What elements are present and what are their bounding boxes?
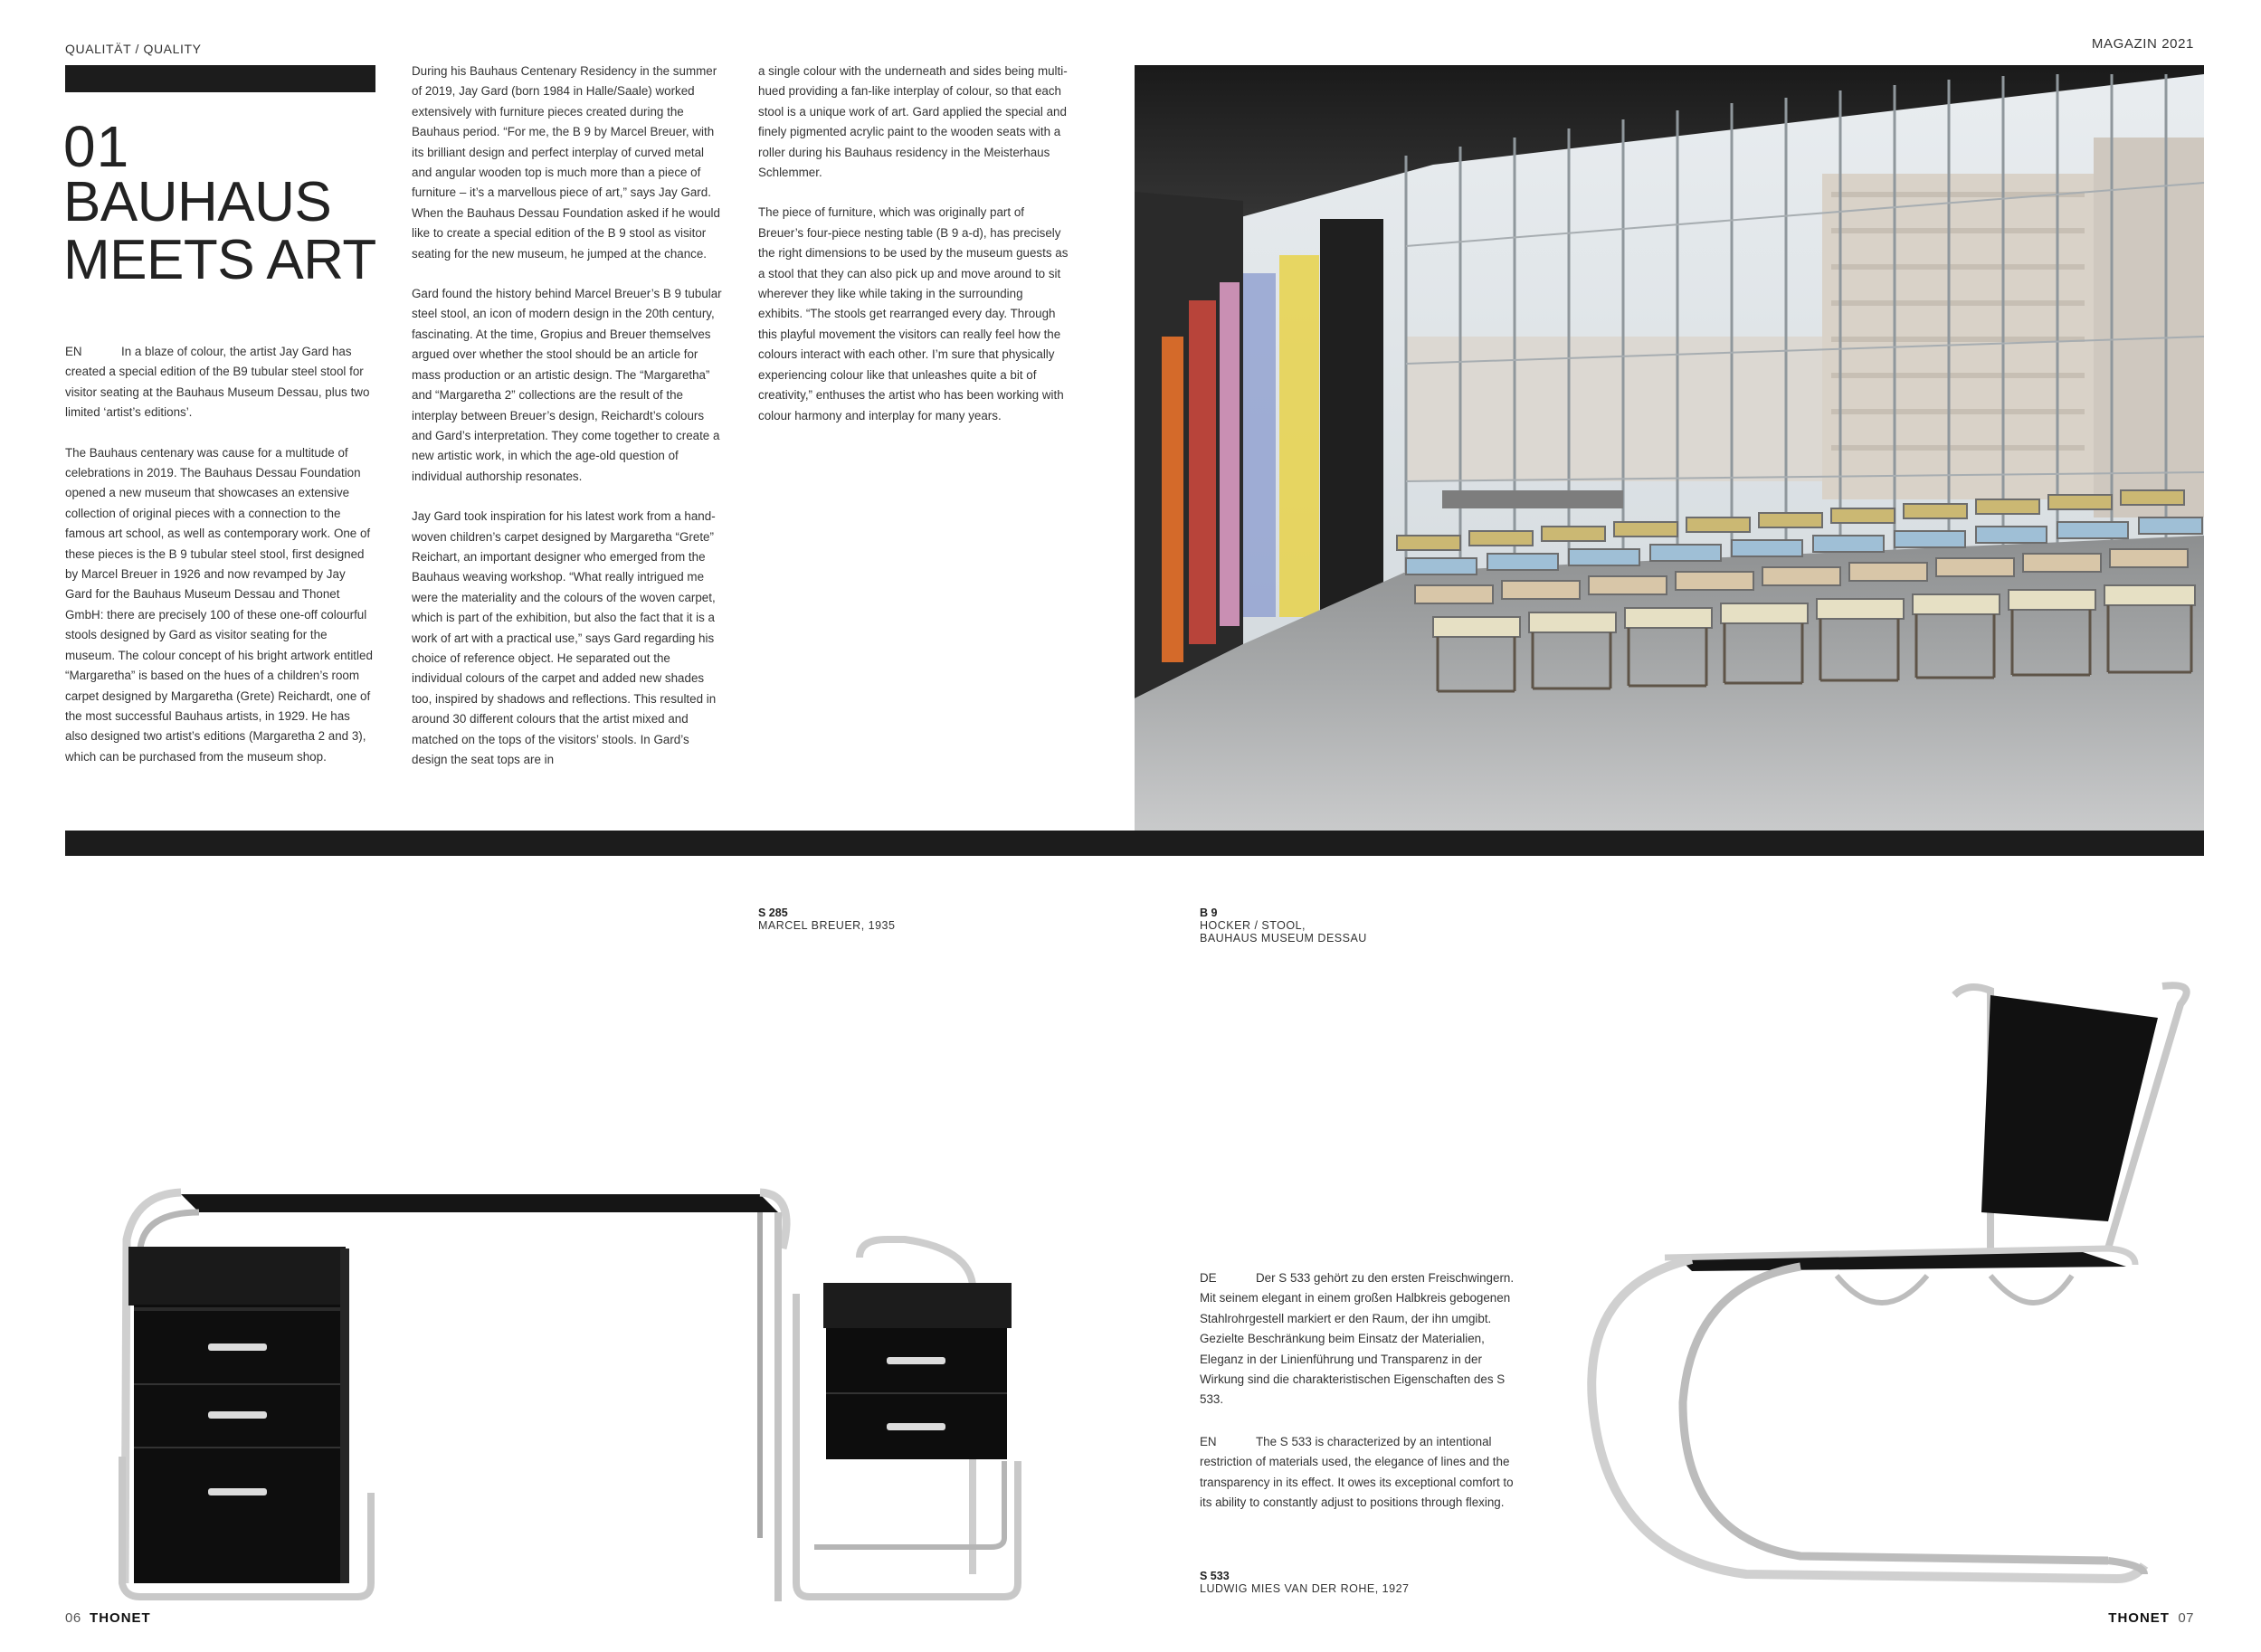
paragraph: The piece of furniture, which was originally part of Breuer’s four-piece nesting table (B 9 a-d), has precisely the right dimensions to be used by the museum guests as a stool that they can also pick up and move around to sit wherever they like while taking in the surrounding exhibits. “The stools get rearranged every day. Through this playful movement the visitors can really feel how the colours interact with each other. I’m sure that physically experiencing colour like that unleashes quite a bit of creativity,” enthuses the artist who has been working with colour harmony and interplay for many years. <box>758 205 1069 422</box>
s533-description <box>1200 1268 1516 1533</box>
english-paragraph: EN The S 533 is characterized by an intentional restriction of materials used, the elegance of lines and the transparency in its effect. It owes its exceptional comfort to its ability to constantly adjust to positions through flexing. <box>1200 1432 1516 1514</box>
article-number: 01 <box>63 114 130 179</box>
paragraph: a single colour with the underneath and sides being multi-hued providing a fan-like interplay of colour, so that each stool is a unique work of art. Gard applied the special and finely pigmented acrylic paint to the wooden seats with a roller during his Bauhaus residency in the Meisterhaus Schlemmer. <box>758 64 1068 180</box>
s533-chair-image <box>1565 977 2217 1592</box>
language-tag: EN <box>65 345 82 358</box>
page-number: 07 <box>2178 1610 2194 1626</box>
article-title-line2: MEETS ART <box>63 229 376 291</box>
caption-line: BAUHAUS MUSEUM DESSAU <box>1200 932 1367 945</box>
page-number: 06 <box>65 1610 81 1626</box>
title-bar <box>65 65 375 92</box>
magazine-label: MAGAZIN 2021 <box>2091 36 2194 52</box>
language-tag: DE <box>1200 1271 1217 1285</box>
caption-code: S 285 <box>758 907 788 919</box>
caption-b9 <box>1200 907 1367 945</box>
caption-designer: MARCEL BREUER, 1935 <box>758 919 896 932</box>
article-column-3 <box>758 62 1070 446</box>
paragraph: Jay Gard took inspiration for his latest work from a hand-woven children’s carpet designed by Margaretha “Grete” Reichart, an important designer who emerged from the Bauhaus weaving workshop. “What really intrigued me were the materiality and the colours of the woven carpet, which is part of the exhibition, but also the fact that it is a work of art with a practical use,” says Gard regarding his choice of reference object. He separated out the individual colours of the carpet and added new shades too, inspired by shadows and reflections. This resulted in around 30 different colours that the artist mixed and matched on the tops of the visitors’ stools. In Gard’s design the seat tops are in <box>412 509 717 766</box>
s285-desk-image <box>109 1149 1040 1601</box>
footer-left <box>65 1610 151 1626</box>
intro-paragraph: EN In a blaze of colour, the artist Jay Gard has created a special edition of the B9 tubular steel stool for visitor seating at the Bauhaus Museum Dessau, plus two limited ‘artist’s editions’. <box>65 342 375 423</box>
language-tag: EN <box>1200 1434 1217 1448</box>
caption-code: B 9 <box>1200 907 1218 919</box>
caption-s533 <box>1200 1570 1410 1595</box>
section-label: QUALITÄT / QUALITY <box>65 42 202 56</box>
caption-line: HOCKER / STOOL, <box>1200 919 1306 932</box>
article-column-2 <box>412 62 724 790</box>
paragraph: The Bauhaus centenary was cause for a multitude of celebrations in 2019. The Bauhaus Dessau Foundation opened a new museum that showcases an extensive collection of original pieces with a connection to the famous art school, as well as contemporary work. One of these pieces is the B 9 tubular steel stool, first designed by Marcel Breuer in 1926 and now revamped by Jay Gard for the Bauhaus Museum Dessau and Thonet GmbH: there are precisely 100 of these one-off colourful stools designed by Gard as visitor seating for the museum. The colour concept of his bright artwork entitled “Margaretha” is based on the hues of a children’s room carpet designed by Margaretha (Grete) Reichardt, one of the most successful Bauhaus artists, in 1929. He has also designed two artist’s editions (Margaretha 2 and 3), which can be purchased from the museum shop. <box>65 445 373 764</box>
footer-right <box>2108 1610 2194 1626</box>
divider-bar <box>65 831 2204 856</box>
brand-logo: THONET <box>2108 1610 2170 1626</box>
article-column-1 <box>65 342 375 787</box>
article-title-line1: BAUHAUS <box>63 171 332 233</box>
caption-designer: LUDWIG MIES VAN DER ROHE, 1927 <box>1200 1582 1410 1595</box>
paragraph: During his Bauhaus Centenary Residency in the summer of 2019, Jay Gard (born 1984 in Halle/Saale) worked extensively with furniture pieces created during the Bauhaus period. “For me, the B 9 by Marcel Breuer, with its brilliant design and perfect interplay of curved metal and angular wooden top is much more than a piece of furniture – it’s a marvellous piece of art,” says Jay Gard. When the Bauhaus Dessau Foundation asked if he would like to create a special edition of the B 9 stool as visitor seating for the new museum, he jumped at the chance. <box>412 64 720 261</box>
paragraph: Gard found the history behind Marcel Breuer’s B 9 tubular steel stool, an icon of modern design in the 20th century, fascinating. At the time, Gropius and Breuer themselves argued over whether the stool should be an article for mass production or an artistic design. The “Margaretha” and “Margaretha 2” collections are the result of the interplay between Breuer’s design, Reichardt’s colours and Gard’s interpretation. They come together to create a new artistic work, in which the age-old question of individual authorship resonates. <box>412 287 722 483</box>
caption-code: S 533 <box>1200 1570 1230 1582</box>
caption-s285 <box>758 907 895 932</box>
brand-logo: THONET <box>90 1610 151 1626</box>
museum-hall-photo <box>1135 65 2204 831</box>
german-paragraph: DE Der S 533 gehört zu den ersten Freischwingern. Mit seinem elegant in einem großen Halbkreis gebogenen Stahlrohrgestell markiert er den Raum, der ihn umgibt. Gezielte Beschränkung beim Einsatz der Materialien, Eleganz in der Linienführung und Transparenz in der Wirkung sind die charakteristischen Eigenschaften des S 533. <box>1200 1268 1516 1410</box>
